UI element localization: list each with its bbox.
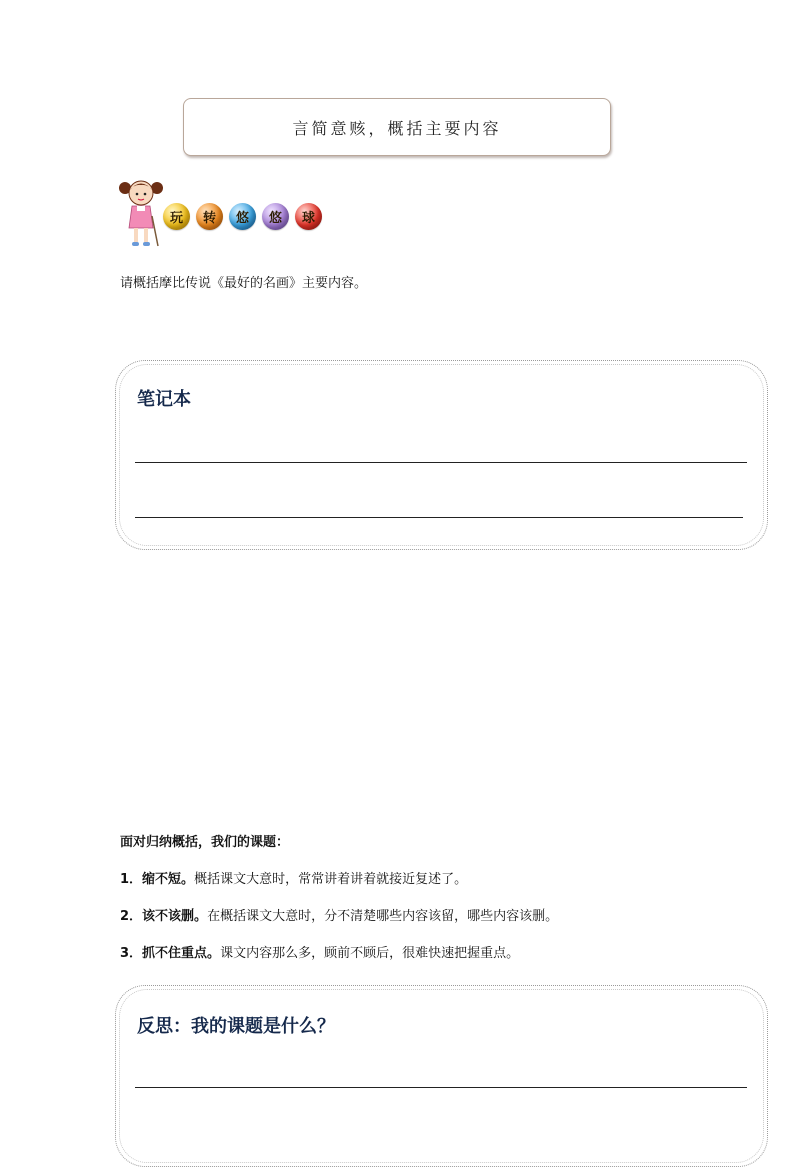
- answer-line[interactable]: [135, 1087, 747, 1088]
- issue-item: 2．该不该删。在概括课文大意时，分不清楚哪些内容该留，哪些内容该删。: [120, 909, 559, 924]
- notebook-inner-border: [119, 364, 764, 546]
- question-text: 请概括摩比传说《最好的名画》主要内容。: [120, 276, 368, 291]
- issue-item: 1．缩不短。概括课文大意时，常常讲着讲着就接近复述了。: [120, 872, 468, 887]
- game-ball: 球: [295, 203, 322, 230]
- answer-line[interactable]: [135, 462, 747, 463]
- game-ball: 转: [196, 203, 223, 230]
- game-ball: 悠: [229, 203, 256, 230]
- page-title: 言简意赅，概括主要内容: [292, 118, 502, 138]
- game-ball: 玩: [163, 203, 190, 230]
- reflection-box: [115, 985, 768, 1167]
- title-box: [183, 98, 611, 156]
- answer-line[interactable]: [135, 517, 743, 518]
- issues-heading: 面对归纳概括，我们的课题：: [120, 835, 290, 850]
- issue-item: 3．抓不住重点。课文内容那么多，顾前不顾后，很难快速把握重点。: [120, 946, 520, 961]
- girl-mascot-icon: [118, 176, 164, 248]
- reflection-title: 反思：我的课题是什么？: [137, 1016, 335, 1037]
- game-balls: [163, 203, 322, 230]
- notebook-title: 笔记本: [137, 389, 191, 410]
- game-ball: 悠: [262, 203, 289, 230]
- notebook-box: [115, 360, 768, 550]
